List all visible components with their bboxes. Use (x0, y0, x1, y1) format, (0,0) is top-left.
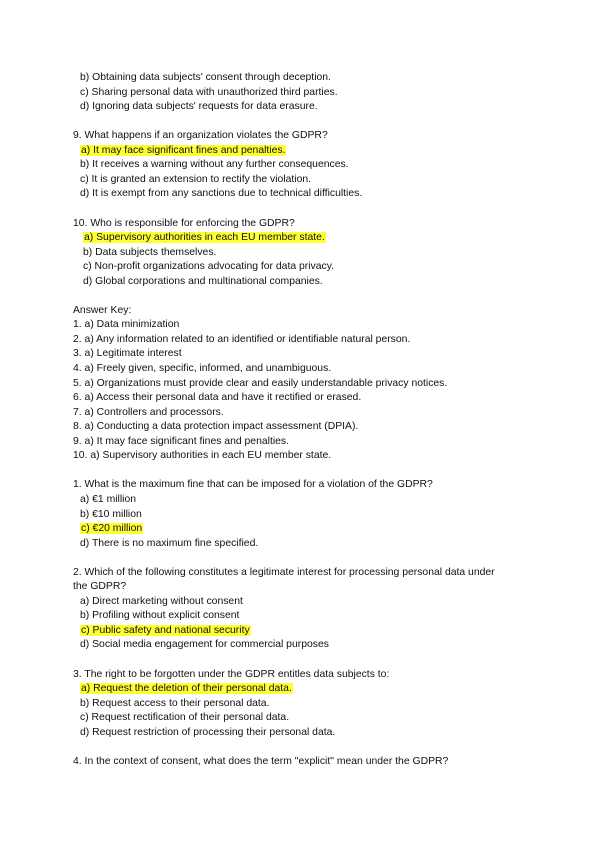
line-text: c) Non-profit organizations advocating for data privacy. (83, 261, 335, 272)
line-text: a) It may face significant fines and penalties. (81, 145, 286, 156)
line-text: 7. a) Controllers and processors. (73, 407, 224, 418)
line-text: b) Obtaining data subjects' consent through deception. (80, 72, 331, 83)
line-text: d) Global corporations and multinational companies. (83, 276, 323, 287)
text-line (83, 246, 216, 259)
line-text: d) There is no maximum fine specified. (80, 538, 259, 549)
line-text: 3. a) Legitimate interest (73, 348, 182, 359)
line-text: b) €10 million (80, 509, 142, 520)
line-text: c) It is granted an extension to rectify the violation. (80, 174, 312, 185)
highlighted-answer-line (80, 522, 143, 535)
text-line (73, 420, 358, 433)
text-line (80, 100, 318, 113)
line-text: 9. a) It may face significant fines and penalties. (73, 436, 290, 447)
line-text: a) Supervisory authorities in each EU member state. (84, 232, 325, 243)
text-line (80, 537, 258, 550)
text-line (73, 406, 224, 419)
line-text: 3. The right to be forgotten under the GDPR entitles data subjects to: (73, 669, 390, 680)
text-line (73, 347, 182, 360)
text-line (73, 391, 361, 404)
line-text: b) Request access to their personal data. (80, 698, 270, 709)
line-text: d) Ignoring data subjects' requests for data erasure. (80, 101, 318, 112)
highlighted-answer-line (83, 231, 326, 244)
text-line (80, 609, 239, 622)
text-line (80, 711, 289, 724)
text-line (83, 275, 323, 288)
text-line (73, 668, 389, 681)
line-text: 8. a) Conducting a data protection impact assessment (DPIA). (73, 421, 359, 432)
line-text: 1. a) Data minimization (73, 319, 180, 330)
text-line (73, 377, 447, 390)
text-line (73, 435, 289, 448)
text-line (73, 449, 331, 462)
highlighted-answer-line (80, 624, 251, 637)
line-text: c) Request rectification of their personal data. (80, 712, 290, 723)
line-text: a) Request the deletion of their personal data. (81, 683, 292, 694)
text-line (80, 158, 349, 171)
text-line (80, 173, 311, 186)
line-text: 4. In the context of consent, what does the term "explicit" mean under the GDPR? (73, 756, 449, 767)
text-line (80, 86, 338, 99)
text-line (80, 508, 142, 521)
text-line (80, 726, 335, 739)
line-text: c) Sharing personal data with unauthorized third parties. (80, 87, 338, 98)
line-text: a) €1 million (80, 494, 137, 505)
line-text: 5. a) Organizations must provide clear and easily understandable privacy notices. (73, 378, 448, 389)
text-line (73, 129, 328, 142)
line-text: b) Data subjects themselves. (83, 247, 217, 258)
line-text: c) Public safety and national security (81, 625, 250, 636)
text-line (73, 217, 295, 230)
line-text: a) Direct marketing without consent (80, 596, 243, 607)
text-line (80, 595, 243, 608)
text-line (80, 697, 269, 710)
text-line (73, 362, 331, 375)
line-text: d) Request restriction of processing their personal data. (80, 727, 336, 738)
line-text: b) Profiling without explicit consent (80, 610, 240, 621)
highlighted-answer-line (80, 682, 293, 695)
line-text: 6. a) Access their personal data and have it rectified or erased. (73, 392, 362, 403)
line-text: 4. a) Freely given, specific, informed, and unambiguous. (73, 363, 332, 374)
line-text: 10. Who is responsible for enforcing the GDPR? (73, 218, 295, 229)
line-text: 2. Which of the following constitutes a legitimate interest for processing personal data under (73, 567, 495, 578)
text-line (73, 478, 433, 491)
text-line (73, 318, 179, 331)
line-text: d) It is exempt from any sanctions due to technical difficulties. (80, 188, 363, 199)
line-text: Answer Key: (73, 305, 132, 316)
text-line (73, 304, 131, 317)
text-line (80, 71, 331, 84)
text-line (73, 580, 126, 593)
text-line (83, 260, 334, 273)
text-line (73, 333, 410, 346)
line-text: d) Social media engagement for commercial purposes (80, 639, 329, 650)
line-text: 2. a) Any information related to an identified or identifiable natural person. (73, 334, 411, 345)
text-line (73, 755, 448, 768)
text-line (80, 638, 329, 651)
line-text: 9. What happens if an organization violates the GDPR? (73, 130, 328, 141)
highlighted-answer-line (80, 144, 286, 157)
text-line (80, 187, 362, 200)
line-text: 10. a) Supervisory authorities in each EU member state. (73, 450, 332, 461)
text-line (80, 493, 136, 506)
line-text: c) €20 million (81, 523, 143, 534)
line-text: the GDPR? (73, 581, 127, 592)
line-text: b) It receives a warning without any further consequences. (80, 159, 349, 170)
text-line (73, 566, 495, 579)
line-text: 1. What is the maximum fine that can be imposed for a violation of the GDPR? (73, 479, 433, 490)
